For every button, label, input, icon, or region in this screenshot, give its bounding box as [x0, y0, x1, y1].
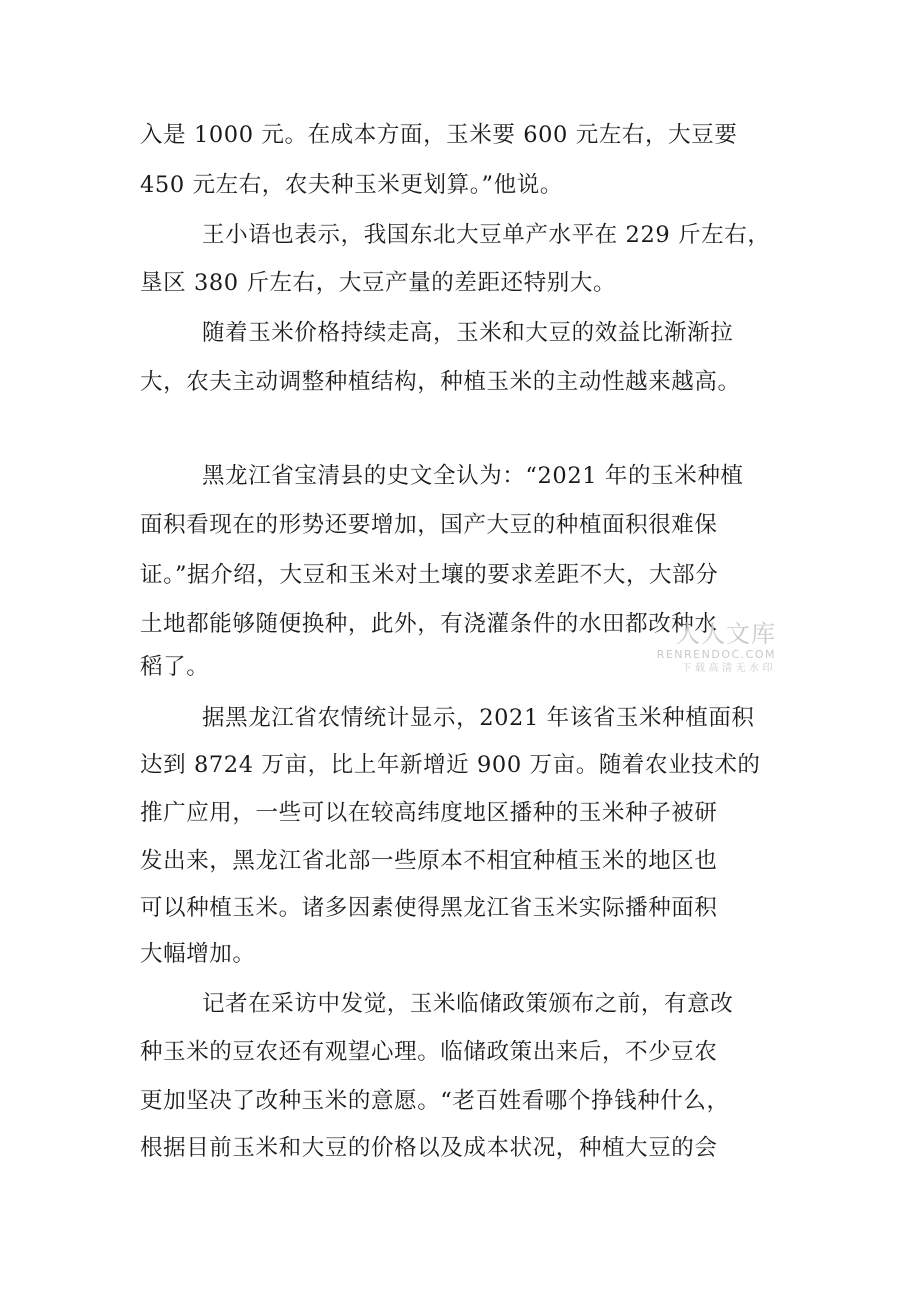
watermark-domain: RENRENDOC.COM	[656, 648, 776, 661]
text-line: 证。”据介绍，大豆和玉米对土壤的要求差距不大，大部分	[140, 562, 719, 588]
text-line: 达到 8724 万亩，比上年新增近 900 万亩。随着农业技术的	[140, 752, 761, 778]
text-line: 面积看现在的形势还要增加，国产大豆的种植面积很难保	[140, 512, 718, 538]
text-line: 大，农夫主动调整种植结构，种植玉米的主动性越来越高。	[140, 369, 741, 395]
text-line: 发出来，黑龙江省北部一些原本不相宜种植玉米的地区也	[140, 848, 718, 874]
watermark-logo	[646, 620, 776, 676]
text-line: 推广应用，一些可以在较高纬度地区播种的玉米种子被研	[140, 800, 718, 826]
text-line: 大幅增加。	[140, 941, 256, 967]
text-line: 入是 1000 元。在成本方面，玉米要 600 元左右，大豆要	[140, 122, 738, 148]
text-line: 稻了。	[140, 654, 210, 680]
text-line: 种玉米的豆农还有观望心理。临储政策出来后，不少豆农	[140, 1039, 718, 1065]
paragraph-first-line: 记者在采访中发觉，玉米临储政策颁布之前，有意改	[202, 991, 734, 1017]
text-line: 土地都能够随便换种，此外，有浇灌条件的水田都改种水	[140, 611, 718, 637]
paragraph-first-line: 王小语也表示，我国东北大豆单产水平在 229 斤左右，	[202, 222, 771, 248]
paragraph-first-line: 黑龙江省宝清县的史文全认为：“2021 年的玉米种植	[202, 463, 744, 489]
watermark-slogan: 下载高清无水印	[681, 663, 776, 674]
text-line: 450 元左右，农夫种玉米更划算。”他说。	[140, 172, 563, 198]
text-line: 垦区 380 斤左右，大豆产量的差距还特别大。	[140, 270, 617, 296]
text-line: 可以种植玉米。诸多因素使得黑龙江省玉米实际播种面积	[140, 895, 718, 921]
text-line: 根据目前玉米和大豆的价格以及成本状况，种植大豆的会	[140, 1135, 718, 1161]
paragraph-first-line: 据黑龙江省农情统计显示，2021 年该省玉米种植面积	[202, 705, 755, 731]
text-line: 更加坚决了改种玉米的意愿。“老百姓看哪个挣钱种什么，	[140, 1088, 730, 1114]
paragraph-first-line: 随着玉米价格持续走高，玉米和大豆的效益比渐渐拉	[202, 320, 734, 346]
watermark-title: 人人文库	[676, 620, 776, 648]
